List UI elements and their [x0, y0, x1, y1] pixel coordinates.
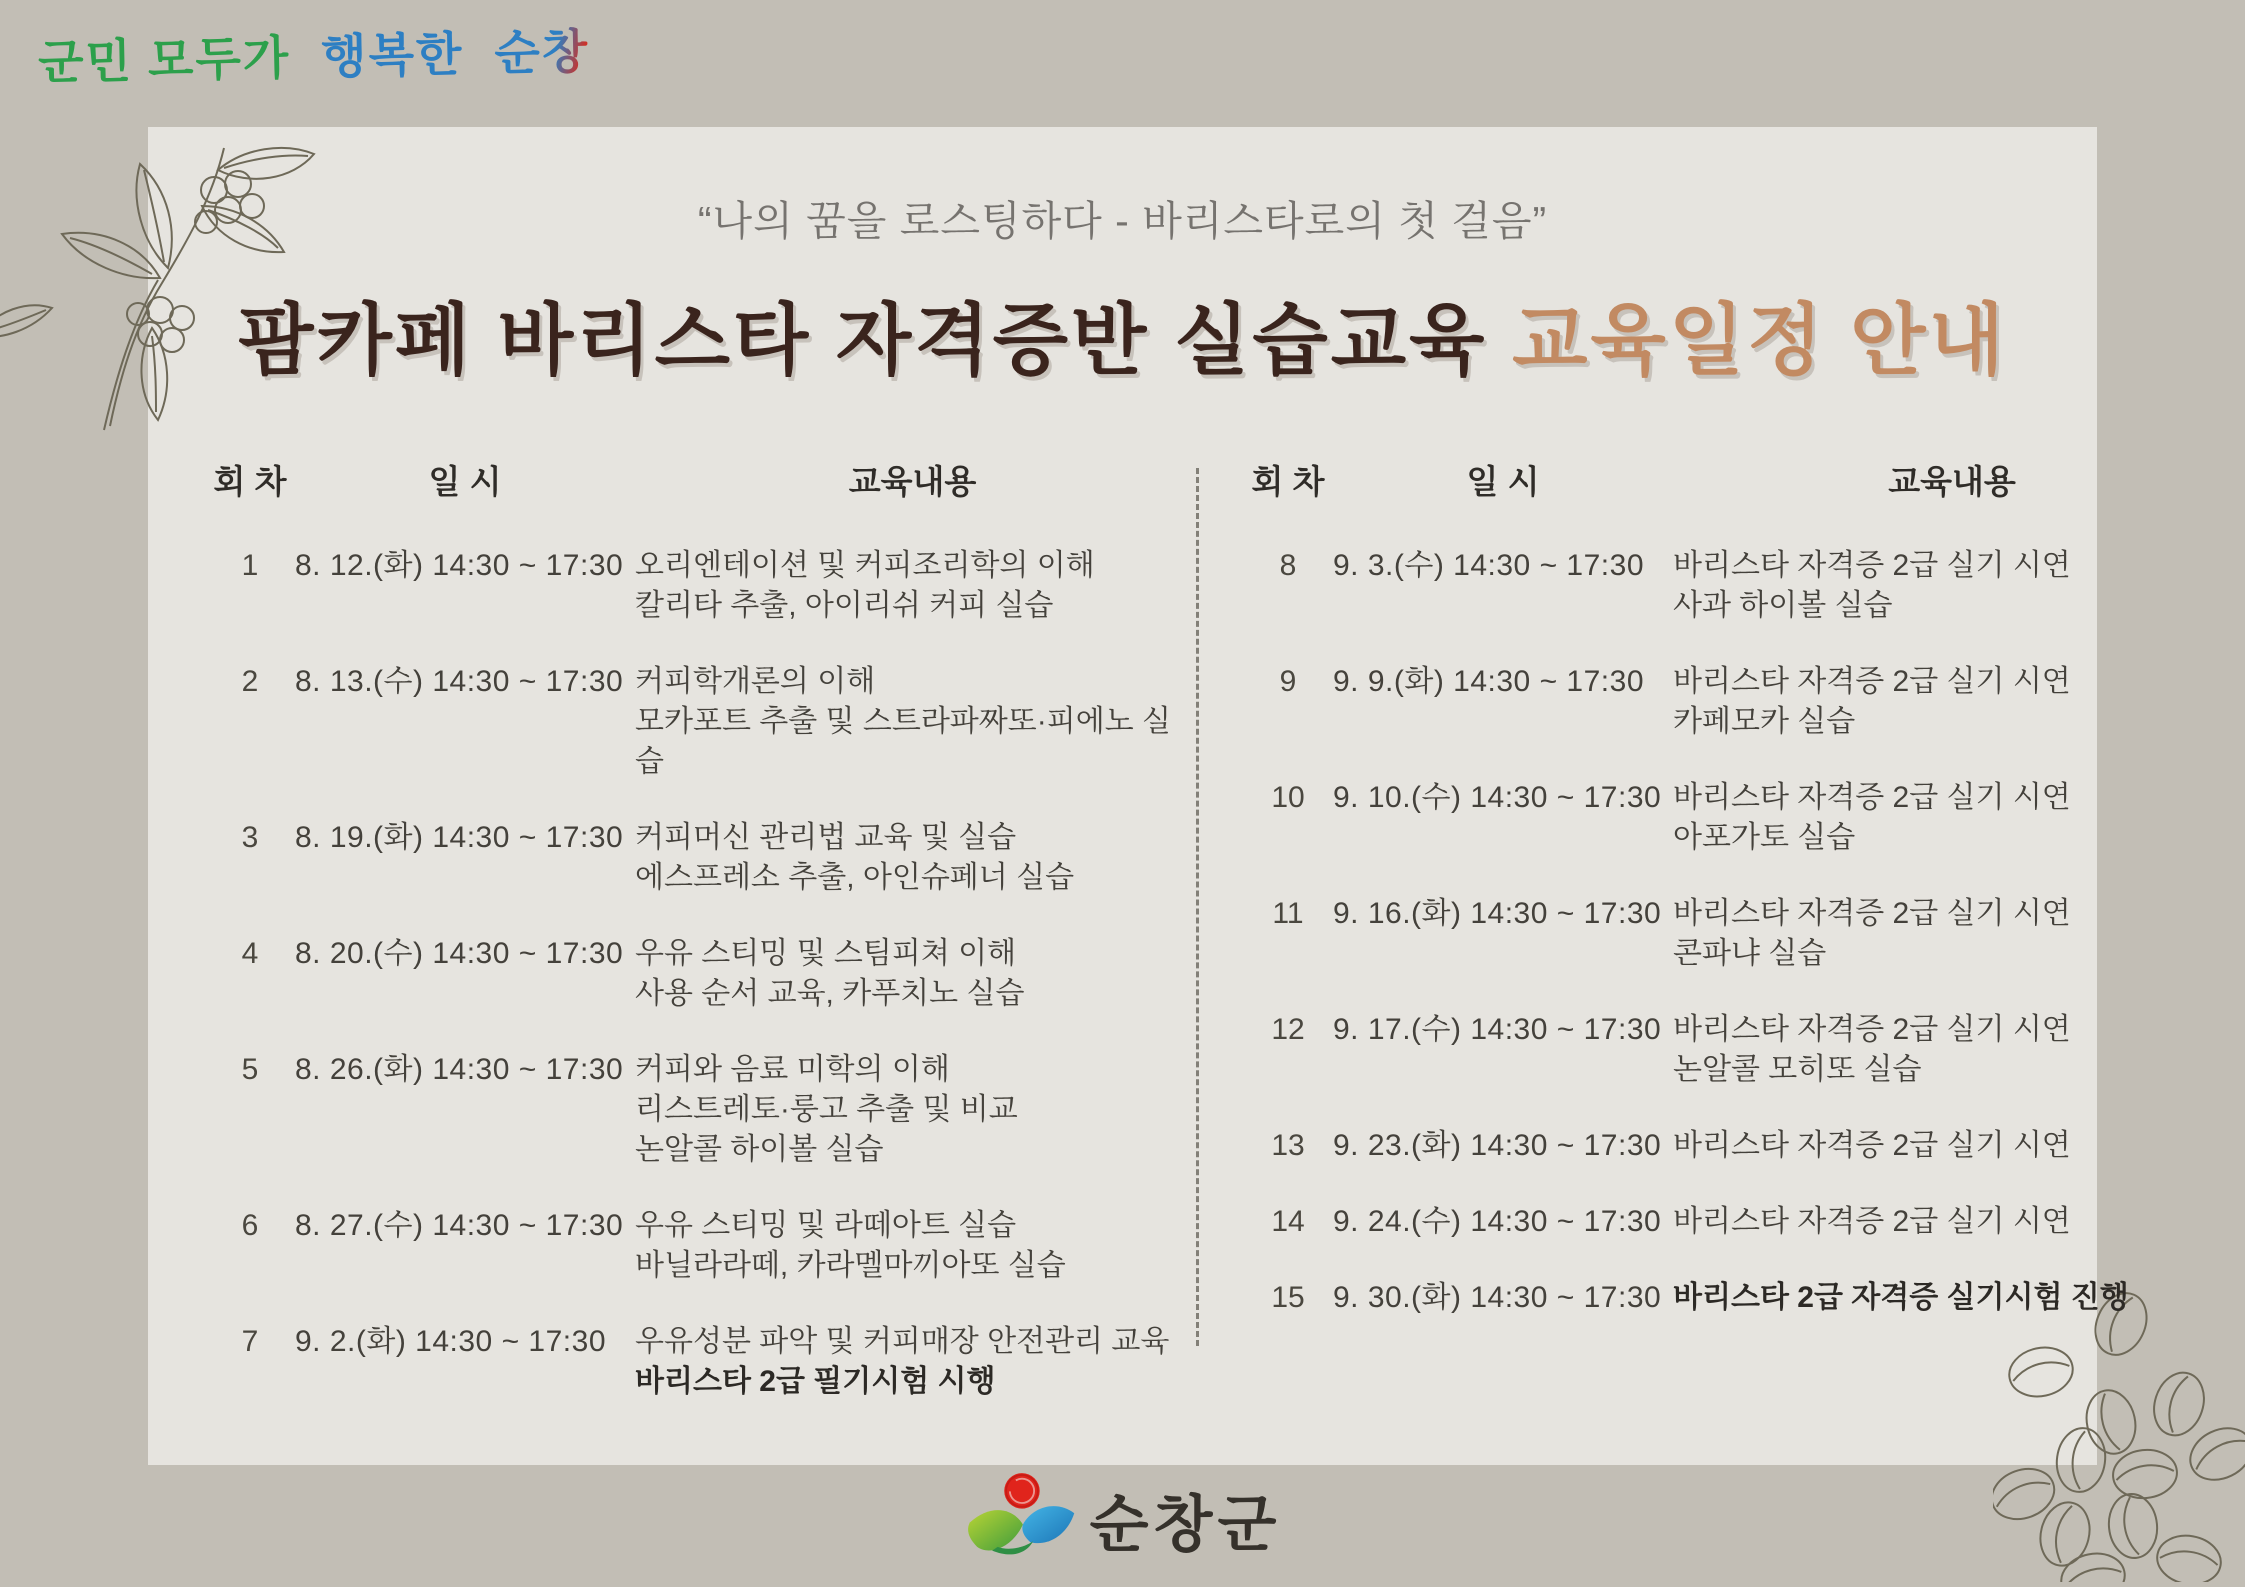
session-datetime: 8. 19.(화) 14:30 ~ 17:30	[295, 821, 624, 854]
session-number: 2	[241, 665, 259, 698]
table-row	[1243, 894, 2231, 974]
table-row	[1243, 546, 2231, 626]
poster-quote: “나의 꿈을 로스팅하다 - 바리스타로의 첫 걸음”	[697, 198, 1548, 244]
session-datetime: 9. 9.(화) 14:30 ~ 17:30	[1333, 665, 1645, 698]
content-line: 바리스타 2급 필기시험 시행	[635, 1365, 996, 1398]
content-line: 바리스타 자격증 2급 실기 시연	[1673, 897, 2071, 930]
session-datetime: 9. 24.(수) 14:30 ~ 17:30	[1333, 1205, 1662, 1238]
session-content	[1673, 1202, 2231, 1242]
session-number: 1	[241, 549, 259, 582]
content-line: 우유 스티밍 및 라떼아트 실습	[635, 1209, 1017, 1242]
session-number: 13	[1271, 1129, 1305, 1162]
table-row	[205, 1206, 1190, 1286]
session-number: 15	[1271, 1281, 1305, 1314]
session-content	[1673, 894, 2231, 974]
session-content	[635, 818, 1190, 898]
session-content	[1673, 662, 2231, 742]
table-row	[1243, 1126, 2231, 1166]
brand-slogan	[37, 14, 606, 93]
content-line: 칼리타 추출, 아이리쉬 커피 실습	[635, 589, 1054, 622]
content-line: 바리스타 2급 자격증 실기시험 진행	[1673, 1281, 2129, 1314]
session-datetime: 9. 30.(화) 14:30 ~ 17:30	[1333, 1281, 1662, 1314]
content-line: 바리스타 자격증 2급 실기 시연	[1673, 1205, 2071, 1238]
table-body	[205, 546, 1190, 1402]
session-content	[635, 1206, 1190, 1286]
table-row	[205, 1050, 1190, 1170]
table-header	[1243, 462, 2231, 502]
content-line: 사용 순서 교육, 카푸치노 실습	[635, 977, 1025, 1010]
county-logo	[964, 1464, 1282, 1575]
content-line: 바리스타 자격증 2급 실기 시연	[1673, 665, 2071, 698]
content-line: 바리스타 자격증 2급 실기 시연	[1673, 781, 2071, 814]
content-line: 우유 스티밍 및 스팀피쳐 이해	[635, 937, 1017, 970]
poster-title-accent: 교육일정 안내	[1512, 296, 2007, 384]
session-number: 6	[241, 1209, 259, 1242]
table-row	[1243, 662, 2231, 742]
session-content	[635, 546, 1190, 626]
content-line: 논알콜 모히또 실습	[1673, 1053, 1922, 1086]
table-row	[205, 934, 1190, 1014]
content-line: 우유성분 파악 및 커피매장 안전관리 교육	[635, 1325, 1170, 1358]
poster-title-main: 팜카페 바리스타 자격증반 실습교육	[238, 296, 1513, 384]
content-line: 에스프레소 추출, 아인슈페너 실습	[635, 861, 1075, 894]
brand-slogan-part2: 행복한	[320, 27, 464, 84]
table-row	[1243, 1202, 2231, 1242]
session-datetime: 8. 20.(수) 14:30 ~ 17:30	[295, 937, 624, 970]
session-content	[635, 1050, 1190, 1170]
session-content	[635, 1322, 1190, 1402]
session-datetime: 9. 2.(화) 14:30 ~ 17:30	[295, 1325, 607, 1358]
session-content	[635, 662, 1190, 782]
table-row	[1243, 1010, 2231, 1090]
session-number: 4	[241, 937, 259, 970]
content-line: 바리스타 자격증 2급 실기 시연	[1673, 549, 2071, 582]
header-content: 교육내용	[848, 463, 977, 500]
table-header	[205, 462, 1190, 502]
content-line: 바닐라라떼, 카라멜마끼아또 실습	[635, 1249, 1066, 1282]
header-datetime: 일 시	[1466, 463, 1540, 500]
session-number: 7	[241, 1325, 259, 1358]
county-emblem-icon	[964, 1464, 1076, 1575]
content-line: 모카포트 추출 및 스트라파짜또·피에노 실습	[635, 705, 1171, 778]
session-number: 3	[241, 821, 259, 854]
column-divider	[1196, 468, 1199, 1346]
header-datetime: 일 시	[428, 463, 502, 500]
content-line: 리스트레토·룽고 추출 및 비교	[635, 1093, 1018, 1126]
session-number: 8	[1279, 549, 1297, 582]
session-content	[1673, 1278, 2231, 1318]
header-session: 회 차	[213, 463, 287, 500]
table-row	[205, 546, 1190, 626]
header-content: 교육내용	[1888, 463, 2016, 500]
content-line: 바리스타 자격증 2급 실기 시연	[1673, 1129, 2071, 1162]
session-datetime: 9. 17.(수) 14:30 ~ 17:30	[1333, 1013, 1662, 1046]
session-content	[1673, 546, 2231, 626]
session-datetime: 8. 12.(화) 14:30 ~ 17:30	[295, 549, 624, 582]
coffee-beans-icon	[1993, 1282, 2245, 1587]
content-line: 바리스타 자격증 2급 실기 시연	[1673, 1013, 2071, 1046]
content-line: 사과 하이볼 실습	[1673, 589, 1893, 622]
brand-slogan-part1: 군민 모두가	[37, 30, 291, 89]
table-row	[205, 662, 1190, 782]
session-datetime: 8. 13.(수) 14:30 ~ 17:30	[295, 665, 624, 698]
session-content	[635, 934, 1190, 1014]
session-datetime: 8. 26.(화) 14:30 ~ 17:30	[295, 1053, 624, 1086]
content-line: 커피학개론의 이해	[635, 665, 876, 698]
session-number: 9	[1279, 665, 1297, 698]
session-content	[1673, 1126, 2231, 1166]
brand-slogan-part3: 순창	[493, 24, 590, 80]
table-row	[1243, 778, 2231, 858]
session-number: 11	[1272, 897, 1304, 930]
schedule-table-left	[205, 462, 1190, 1402]
session-number: 5	[241, 1053, 259, 1086]
content-line: 커피머신 관리법 교육 및 실습	[635, 821, 1017, 854]
county-name: 순창군	[1089, 1490, 1282, 1558]
content-line: 콘파냐 실습	[1673, 937, 1827, 970]
content-line: 카페모카 실습	[1673, 705, 1856, 738]
table-body	[1243, 546, 2231, 1318]
table-row	[205, 1322, 1190, 1402]
session-content	[1673, 1010, 2231, 1090]
session-datetime: 9. 16.(화) 14:30 ~ 17:30	[1333, 897, 1662, 930]
content-line: 논알콜 하이볼 실습	[635, 1133, 884, 1166]
session-number: 14	[1271, 1205, 1305, 1238]
table-row	[205, 818, 1190, 898]
session-datetime: 9. 10.(수) 14:30 ~ 17:30	[1333, 781, 1662, 814]
schedule-table-right	[1243, 462, 2231, 1318]
session-number: 12	[1271, 1013, 1305, 1046]
session-number: 10	[1271, 781, 1305, 814]
poster-title	[0, 278, 2245, 390]
content-line: 오리엔테이션 및 커피조리학의 이해	[635, 549, 1095, 582]
session-datetime: 8. 27.(수) 14:30 ~ 17:30	[295, 1209, 624, 1242]
session-datetime: 9. 23.(화) 14:30 ~ 17:30	[1333, 1129, 1662, 1162]
session-content	[1673, 778, 2231, 858]
content-line: 아포가토 실습	[1673, 821, 1856, 854]
table-row	[1243, 1278, 2231, 1318]
content-line: 커피와 음료 미학의 이해	[635, 1053, 950, 1086]
header-session: 회 차	[1251, 463, 1325, 500]
session-datetime: 9. 3.(수) 14:30 ~ 17:30	[1333, 549, 1645, 582]
